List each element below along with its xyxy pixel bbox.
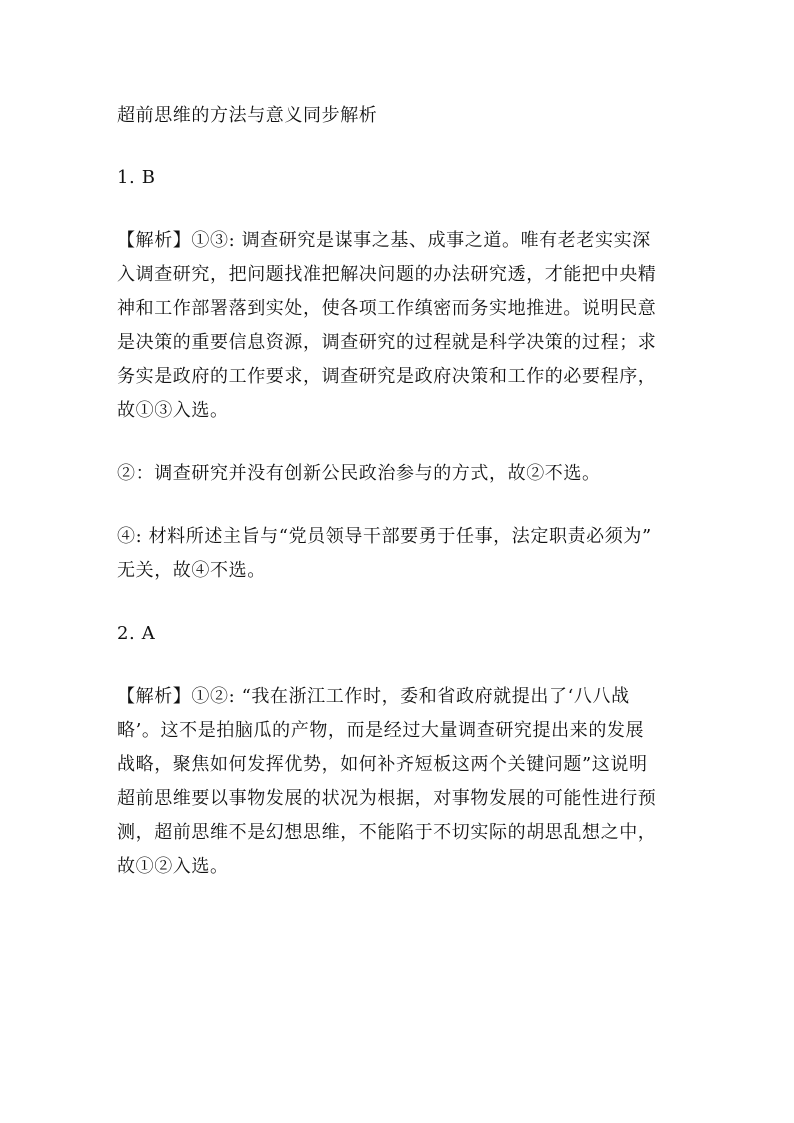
q2-analysis-line: 【解析】①②: “我在浙江工作时，委和省政府就提出了‘八八战	[117, 686, 630, 707]
q1-answer: 1. B	[117, 167, 156, 188]
q2-answer-block	[117, 618, 687, 650]
q2-analysis-line: 略’。这不是拍脑瓜的产物，而是经过大量调查研究提出来的发展	[117, 720, 645, 741]
q1-note-2	[117, 458, 687, 490]
title-block	[117, 100, 687, 132]
document-title: 超前思维的方法与意义同步解析	[117, 105, 378, 126]
q1-answer-block	[117, 162, 687, 194]
q1-note-4	[117, 520, 687, 588]
q1-note-2-line: ②：调查研究并没有创新公民政治参与的方式，故②不选。	[117, 463, 601, 484]
q2-analysis-line: 测，超前思维不是幻想思维，不能陷于不切实际的胡思乱想之中，	[117, 822, 657, 843]
q2-answer: 2. A	[117, 623, 156, 644]
q2-analysis	[117, 680, 687, 884]
q1-analysis-line: 务实是政府的工作要求，调查研究是政府决策和工作的必要程序，	[117, 366, 657, 387]
q1-analysis-line: 【解析】①③: 调查研究是谋事之基、成事之道。唯有老老实实深	[117, 230, 651, 251]
q2-analysis-line: 故①②入选。	[117, 856, 229, 877]
q2-analysis-line: 超前思维要以事物发展的状况为根据，对事物发展的可能性进行预	[117, 788, 657, 809]
q1-analysis-line: 是决策的重要信息资源，调查研究的过程就是科学决策的过程；求	[117, 332, 657, 353]
q1-analysis-line: 故①③入选。	[117, 400, 229, 421]
q2-analysis-line: 战略，聚焦如何发挥优势，如何补齐短板这两个关键问题”这说明	[117, 754, 648, 775]
q1-analysis-line: 入调查研究，把问题找准把解决问题的办法研究透，才能把中央精	[117, 264, 657, 285]
q1-note-4-line: 无关，故④不选。	[117, 560, 266, 581]
q1-analysis-line: 神和工作部署落到实处，使各项工作缜密而务实地推进。说明民意	[117, 298, 657, 319]
document-content	[117, 100, 687, 914]
q1-analysis	[117, 224, 687, 428]
q1-note-4-line: ④: 材料所述主旨与“党员领导干部要勇于任事，法定职责必须为”	[117, 526, 652, 547]
